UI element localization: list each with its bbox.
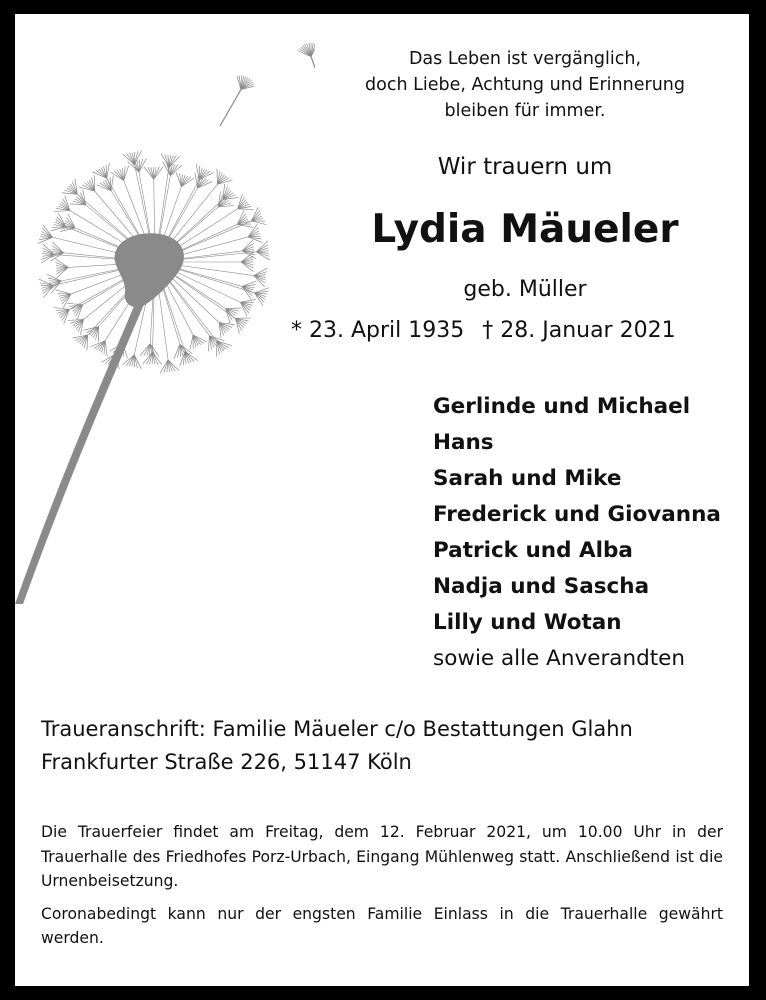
notice-paragraph: Die Trauerfeier findet am Freitag, dem 12. Februar 2021, um 10.00 Uhr in der Trauerhalle des Friedhofes Porz-Urbach, Eingang Mühlenweg statt. Anschließend ist die Urnenbeisetzung. [41,823,723,890]
mourners-list [433,389,743,677]
address-line: Traueranschrift: Familie Mäueler c/o Bestattungen Glahn [41,717,633,741]
mourner-name: Frederick und Giovanna [433,502,721,527]
funeral-notice [41,820,723,959]
quote-line: Das Leben ist vergänglich, [408,49,642,69]
address-line: Frankfurter Straße 226, 51147 Köln [41,750,412,774]
birth-date: * 23. April 1935 [291,318,465,343]
notice-paragraph: Coronabedingt kann nur der engsten Familie Einlass in die Trauerhalle gewährt werden. [41,904,723,947]
mourner-name: Nadja und Sascha [433,574,650,599]
mourner-name: Patrick und Alba [433,538,633,563]
deceased-name: Lydia Mäueler [371,207,679,252]
quote-line: doch Liebe, Achtung und Erinnerung [365,75,685,95]
intro-text: Wir trauern um [437,154,613,180]
mourner-name: Gerlinde und Michael [433,394,691,419]
dandelion-icon [15,34,315,604]
mourners-rest: sowie alle Anverandten [433,646,686,671]
maiden-name: geb. Müller [463,277,587,302]
memorial-quote [315,46,735,124]
mourner-name: Sarah und Mike [433,466,622,491]
mourner-name: Hans [433,430,494,455]
life-dates [291,316,741,346]
death-date: † 28. Januar 2021 [482,318,676,343]
mourner-name: Lilly und Wotan [433,610,622,635]
obituary-notice [15,14,749,986]
quote-line: bleiben für immer. [444,101,606,121]
mourning-address [41,713,741,779]
